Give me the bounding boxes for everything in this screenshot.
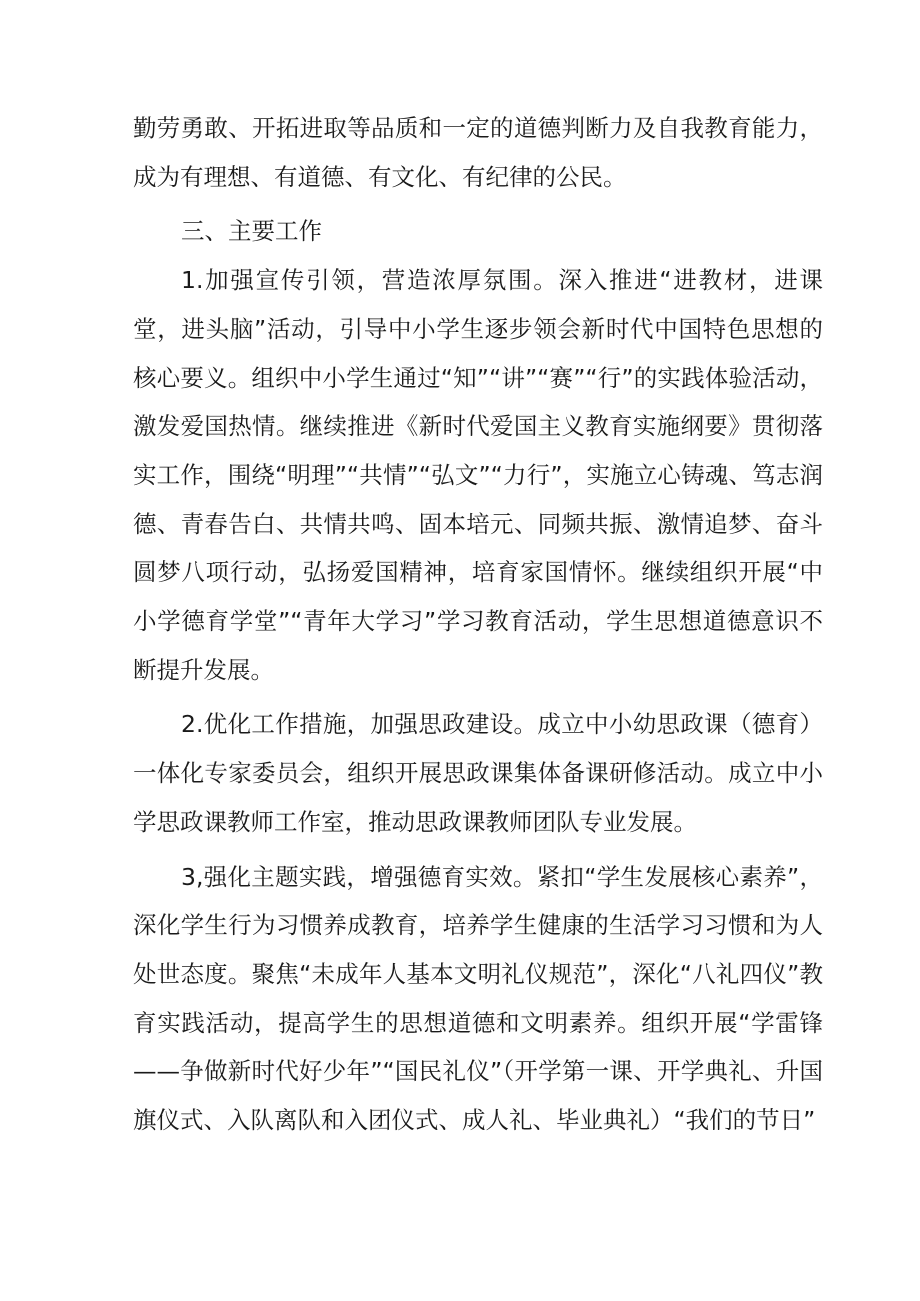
work-item-2: 2.优化工作措施，加强思政建设。成立中小幼思政课（德育）一体化专家委员会，组织开展思政课集体备课研修活动。成立中小学思政课教师工作室，推动思政课教师团队专业发展。 [133,710,823,836]
work-item-1: 1.加强宣传引领，营造浓厚氛围。深入推进“进教材，进课堂，进头脑”活动，引导中小学生逐步领会新时代中国特色思想的核心要义。组织中小学生通过“知”“讲”“赛”“行”的实践体验活动，激发爱国热情。继续推进《新时代爱国主义教育实施纲要》贯彻落实工作，围绕“明理”“共情”“弘文”“力行”，实施立心铸魂、笃志润德、青春告白、共情共鸣、固本培元、同频共振、激情追梦、奋斗圆梦八项行动，弘扬爱国精神，培育家国情怀。继续组织开展“中小学德育学堂”“青年大学习”学习教育活动，学生思想道德意识不断提升发展。 [133,266,823,684]
work-item-3: 3,强化主题实践，增强德育实效。紧扣“学生发展核心素养”，深化学生行为习惯养成教育，培养学生健康的生活学习习惯和为人处世态度。聚焦“未成年人基本文明礼仪规范”，深化“八礼四仪”教育实践活动，提高学生的思想道德和文明素养。组织开展“学雷锋——争做新时代好少年”“国民礼仪”（开学第一课、开学典礼、升国旗仪式、入队离队和入团仪式、成人礼、毕业典礼）“我们的节日” [133,862,823,1135]
section-heading: 三、主要工作 [181,217,322,246]
lead-paragraph: 勤劳勇敢、开拓进取等品质和一定的道德判断力及自我教育能力，成为有理想、有道德、有文化、有纪律的公民。 [133,114,823,191]
document-body [133,104,823,1145]
